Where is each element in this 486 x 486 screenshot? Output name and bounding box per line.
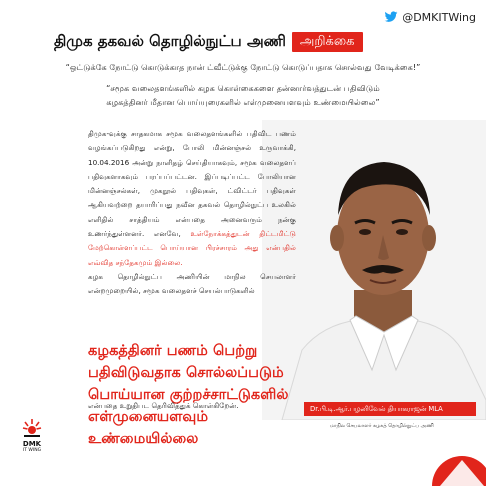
closing-text: உறுதிபட தெரிவித்துக் கொள்கிறேன். xyxy=(119,401,239,410)
quote-secondary-line2: கழகத்தினர் மீதான பொய்யுரைகளில் எள்முனையளவும் உண்மையில்லை” xyxy=(106,97,380,107)
statement-body xyxy=(88,127,296,299)
signatory-designation: மாநில செயலாளர் கழகத் தொழில்நுட்ப அணி xyxy=(330,423,434,429)
quote-primary: “ஒட்டுக்கே நோட்டு கொடுக்காத நான் ட்வீட்டுக்கு நோட்டு கொடுப்பதாக சொல்வது வேடிக்கை!” xyxy=(65,62,421,72)
page-title: திமுக தகவல் தொழில்நுட்ப அணி xyxy=(54,32,286,50)
statement-badge: அறிக்கை xyxy=(292,32,363,52)
body-highlight: உள்நோக்கத்துடன் திட்டமிட்டு மேற்கொள்ளப்பட்ட பொய்யான பிரச்சாரம் அது என்பதில் எவ்வித சந்தேகமும் இல்லை. xyxy=(88,229,296,267)
quote-secondary xyxy=(30,81,456,109)
logo-text-itwing: IT WING xyxy=(22,448,42,453)
headline-claim: கழகத்தினர் பணம் பெற்று பதிவிடுவதாக சொல்லப்படும் பொய்யான குற்றச்சாட்டுகளில் எள்முனையளவும் உண்மையில்லை xyxy=(88,342,289,447)
body-paragraph-1 xyxy=(88,127,296,270)
handle-text: @DMKITWing xyxy=(402,10,476,24)
twitter-icon xyxy=(384,10,398,24)
dmk-sun-logo-icon xyxy=(22,418,42,438)
twitter-handle[interactable] xyxy=(384,10,476,24)
body-paragraph-2: கழக தொழில்நுட்ப அணியின் மாநில செயலாளர் என்றமுறையில், சமூக வலைதளச் செயல்பாடுகளில் xyxy=(88,271,296,296)
closing-line xyxy=(88,399,288,413)
quote-secondary-line1: “சமூக வலைதளங்களில் கழக கொள்கைகளை தன்னார்வத்துடன் பதிவிடும் xyxy=(106,83,380,93)
body-text-1: திமுக-வுக்கு சாதகமாக சமூக வலைதளங்களில் பதிவிட பணம் வழங்கப்படுகிறது என்று, போலி மின்னஞ்சல் உருவாக்கி, 10.04.2016 அன்று நாளிதழ் செய்தியாகவும், சமூக வலைதளப் பதிவுகளாகவும் பரப்பப்பட்டன. இப்படிப்பட்ட போலியான மின்னஞ்சல்கள், முகநூல் பதிவுகள், ட்விட்டர் பதிவுகள் ஆகியவற்றை தயாரிப்பது நவீன தகவல் தொழில்நுட்ப உலகில் எளிதில் சாத்தியம் என்பதை அனைவரும் நன்கு உணர்ந்துள்ளனர். எனவே, xyxy=(88,129,296,239)
logo-text-dmk: DMK xyxy=(22,440,42,448)
decorative-corner xyxy=(410,440,486,486)
header xyxy=(54,32,363,52)
signatory-name: Dr.பி.டி.ஆர்.பழனிவேல் தியாகராஜன் MLA xyxy=(304,402,476,416)
dmk-it-wing-logo xyxy=(14,418,50,454)
closing-tail: என்பதை xyxy=(88,401,118,410)
